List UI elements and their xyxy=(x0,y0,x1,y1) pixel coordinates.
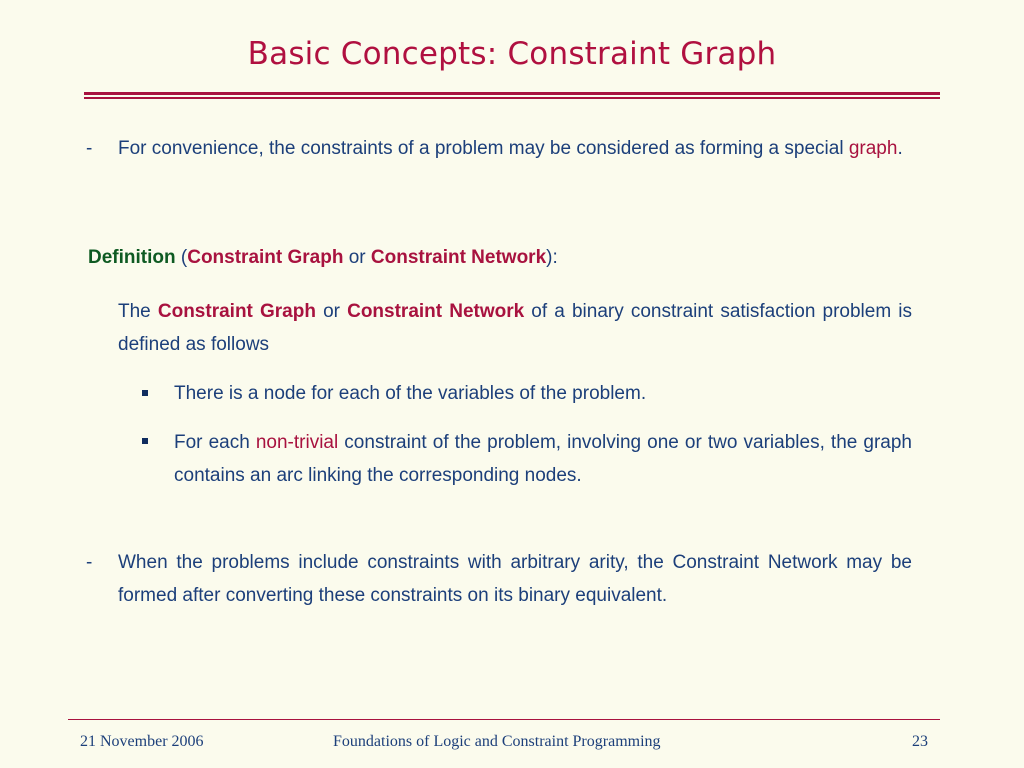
definition-label: Definition xyxy=(88,247,176,268)
slide-title: Basic Concepts: Constraint Graph xyxy=(247,36,777,72)
arity-text: When the problems include constraints with arbitrary arity, the Constraint Network may be formed after converting these constraints on its binary equivalent. xyxy=(118,552,912,606)
definition-body-term-graph: Constraint Graph xyxy=(157,301,316,322)
dash-marker: - xyxy=(86,138,93,159)
bullet-item xyxy=(174,377,912,410)
definition-close: ): xyxy=(546,247,558,268)
bullet-square-icon xyxy=(142,390,148,396)
definition-body-connector: or xyxy=(315,301,348,322)
footer-divider xyxy=(68,719,940,720)
page-number: 23 xyxy=(912,733,928,750)
intro-paragraph xyxy=(118,132,912,165)
bullet-square-icon xyxy=(142,438,148,444)
title-divider-thick xyxy=(84,92,940,95)
intro-text-end: . xyxy=(897,138,903,159)
footer-course: Foundations of Logic and Constraint Programming xyxy=(333,733,661,750)
bullet-text-end: constraint of the problem, involving one or two variables, the graph contains an arc linking the corresponding nodes. xyxy=(174,432,912,486)
definition-open-paren: ( xyxy=(175,247,188,268)
non-trivial-highlight: non-trivial xyxy=(255,432,339,453)
title-divider-thin xyxy=(84,97,940,99)
definition-body-text-end: of a binary constraint satisfaction problem is defined as follows xyxy=(118,301,912,355)
bullet-text: For each xyxy=(174,432,256,453)
definition-connector: or xyxy=(343,247,371,268)
definition-body xyxy=(118,295,912,361)
bullet-text: There is a node for each of the variables of the problem. xyxy=(174,383,647,404)
footer-date: 21 November 2006 xyxy=(80,733,204,750)
definition-body-term-network: Constraint Network xyxy=(347,301,525,322)
definition-heading xyxy=(88,241,918,274)
definition-body-text: The xyxy=(118,301,158,322)
graph-highlight: graph xyxy=(848,138,898,159)
arity-paragraph xyxy=(118,546,912,612)
definition-term-graph: Constraint Graph xyxy=(187,247,344,268)
bullet-item xyxy=(174,426,912,492)
intro-text: For convenience, the constraints of a problem may be considered as forming a special xyxy=(118,138,849,159)
dash-marker: - xyxy=(86,552,93,573)
definition-term-network: Constraint Network xyxy=(370,247,547,268)
